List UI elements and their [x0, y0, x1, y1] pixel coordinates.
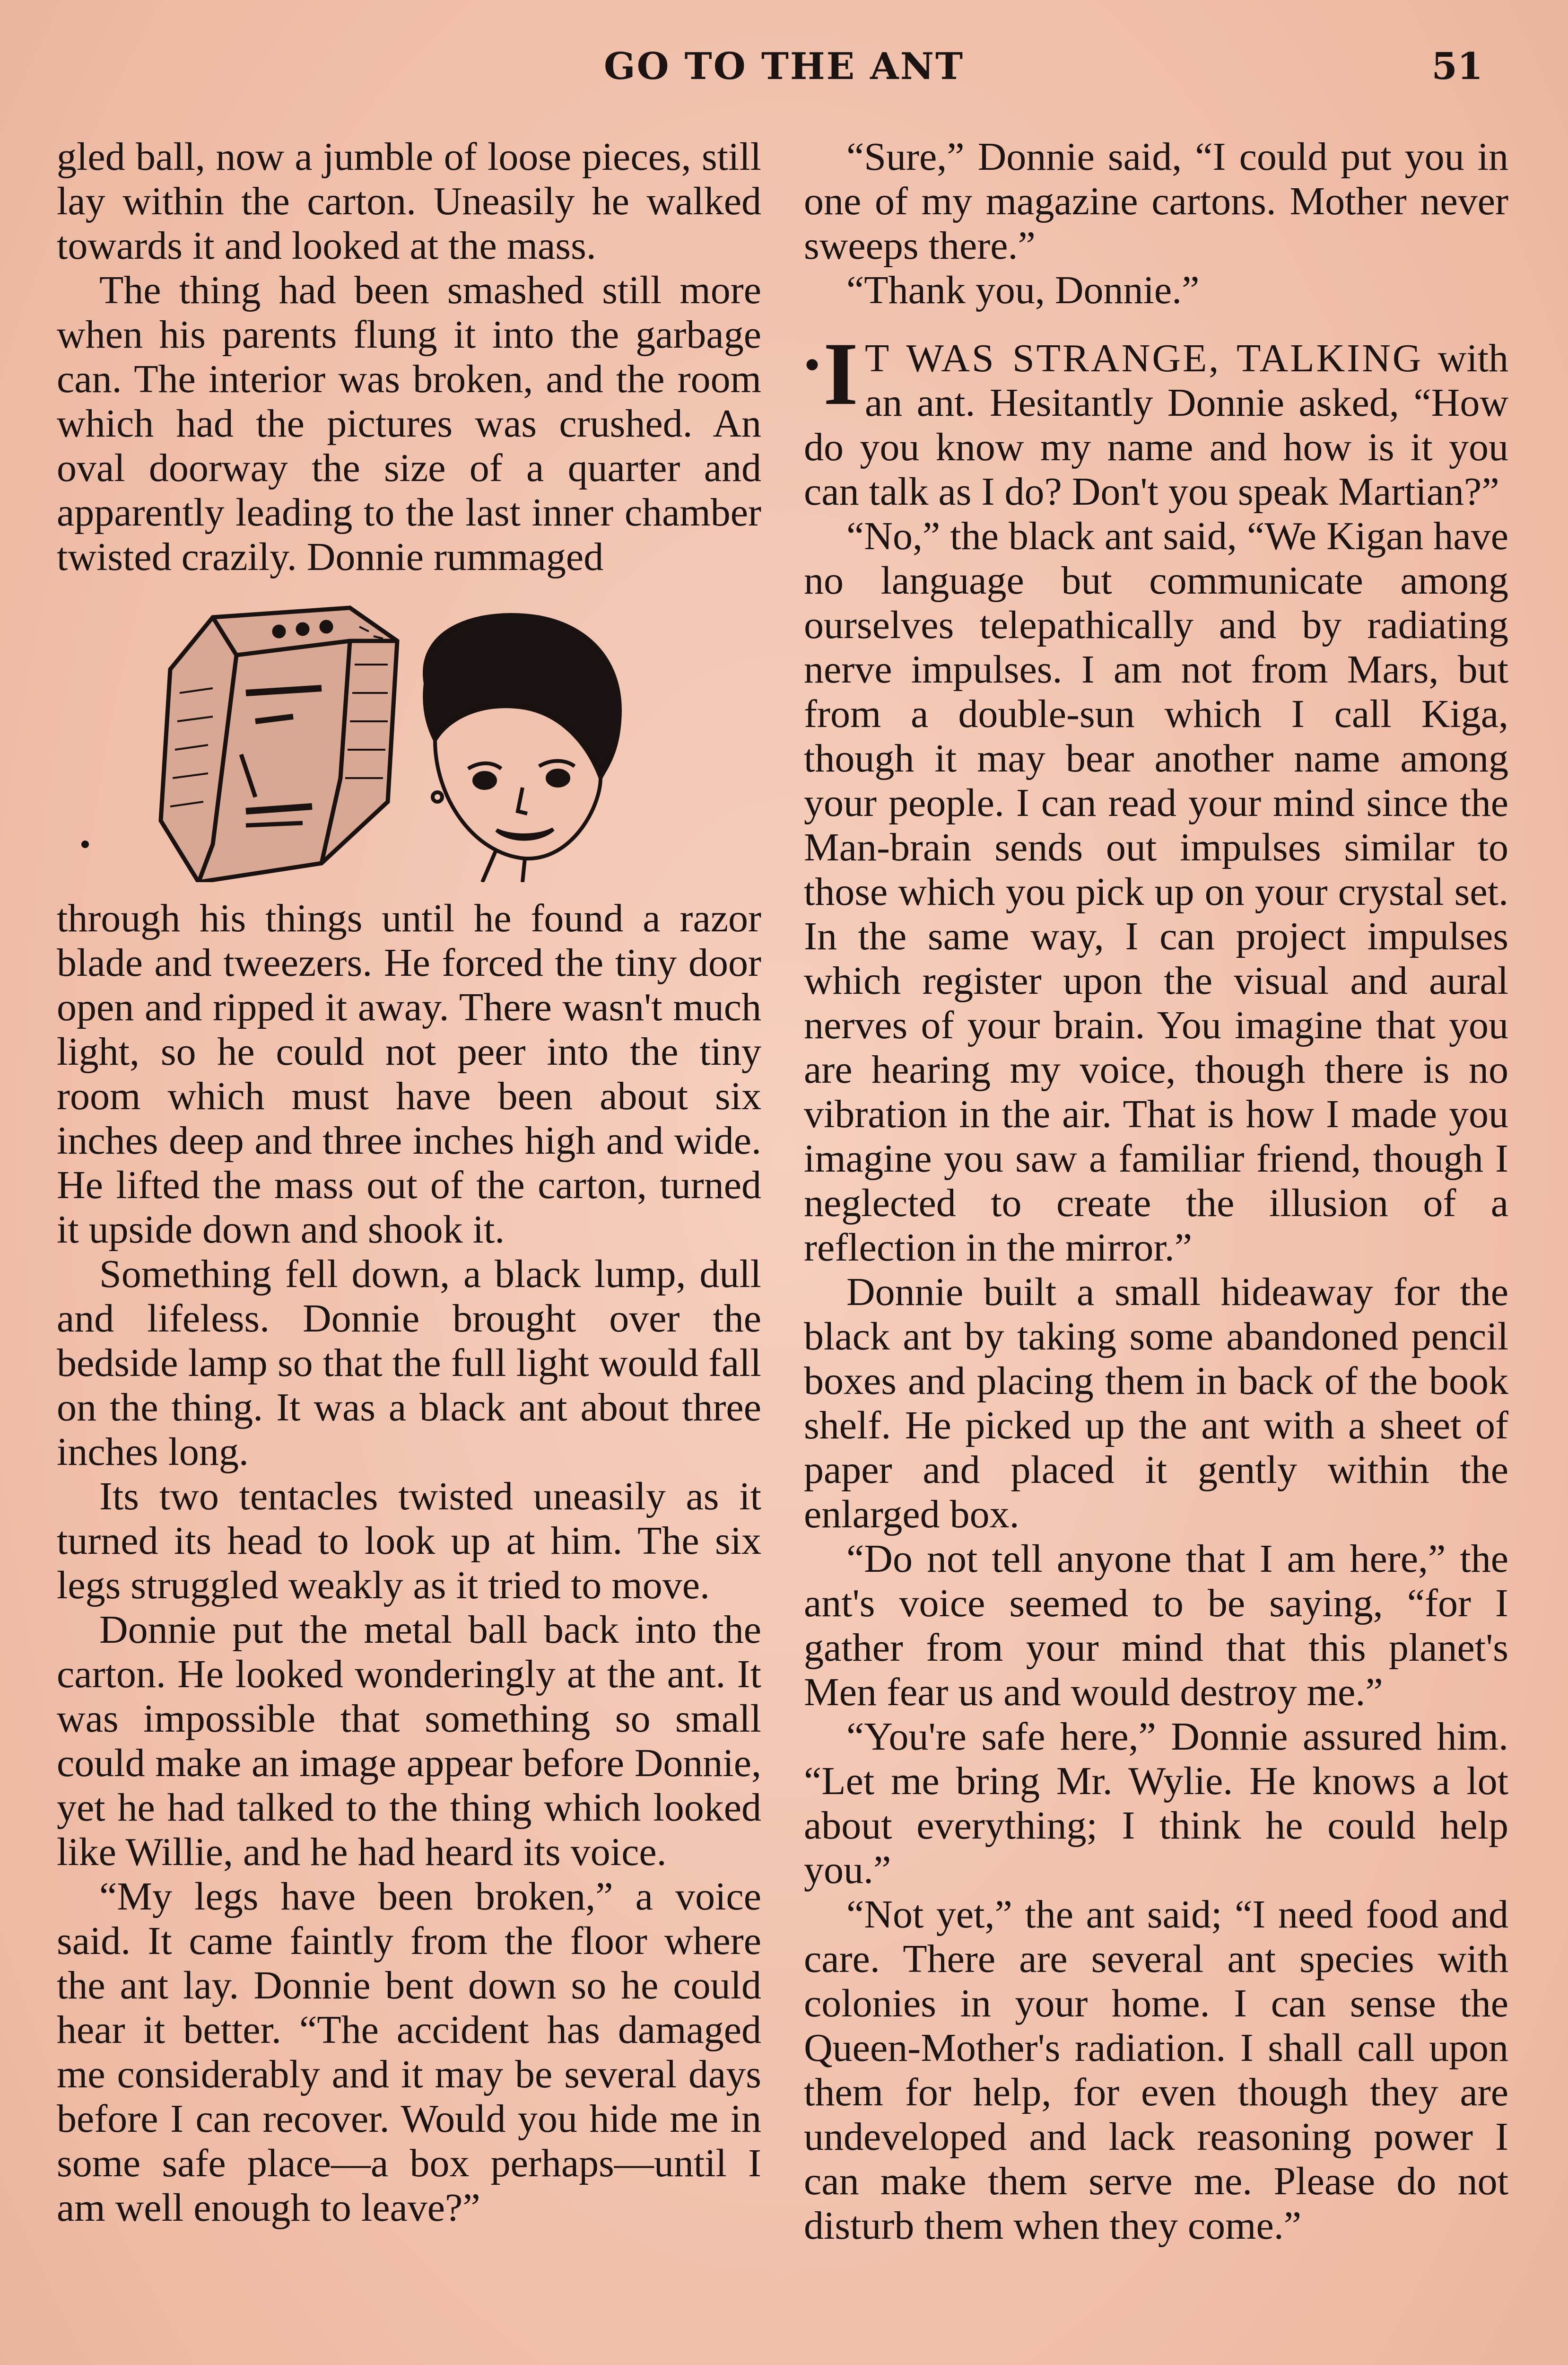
section-lead-in: T WAS STRANGE, TALKING [864, 336, 1423, 380]
section-text: with an ant. Hesitantly Donnie asked, “How do you know my name and how is it you can talk as I do? Don't you speak Martian?” [804, 336, 1508, 514]
section-bullet: • [804, 338, 821, 391]
paragraph: “No,” the black ant said, “We Kigan have no language but communicate among ourselves telepathically and by radiating nerve impulses. I am not from Mars, but from a double-sun which I call Kiga, though it may bear another name among your people. I can read your mind since the Man-brain sends out impulses similar to those which you pick up on your crystal set. In the same way, I can project impulses which register upon the visual and aural nerves of your brain. You imagine that you are hearing my voice, though there is no vibration in the air. That is how I made you imagine you saw a familiar friend, though I neglected to create the illusion of a reflection in the mirror.” [804, 514, 1508, 1270]
paragraph: Donnie built a small hideaway for the black ant by taking some abandoned pencil boxes and placing them in back of the book shelf. He picked up the ant with a sheet of paper and placed it gently within the enlarged box. [804, 1270, 1508, 1536]
paragraph: through his things until he found a razor blade and tweezers. He forced the tiny door open and ripped it away. There wasn't much light, so he could not peer into the tiny room which must have been about six inches deep and three inches high and wide. He lifted the mass out of the carton, turned it upside down and shook it. [57, 896, 761, 1252]
paragraph: “Sure,” Donnie said, “I could put you in one of my magazine cartons. Mother never sweeps there.” [804, 135, 1508, 268]
woman-portrait-drawing [425, 615, 620, 882]
paragraph: “My legs have been broken,” a voice said. It came faintly from the floor where the ant lay. Donnie bent down so he could hear it better. “The accident has damaged me considerably and it may be several days before I can recover. Would you hide me in some safe place—a box perhaps—until I am well enough to leave?” [57, 1874, 761, 2230]
drop-cap: I [823, 324, 858, 424]
illustration [57, 598, 761, 882]
running-header [57, 45, 1511, 102]
right-column [804, 135, 1508, 2248]
paragraph: “Thank you, Donnie.” [846, 268, 1200, 312]
robot-and-woman-illustration [57, 598, 761, 882]
paragraph: gled ball, now a jumble of loose pieces, still lay within the carton. Uneasily he walked towards it and looked at the mass. [57, 135, 761, 268]
paragraph: Donnie put the metal ball back into the carton. He looked wonderingly at the ant. It was impossible that something so small could make an image appear before Donnie, yet he had talked to the thing which looked like Willie, and he had heard its voice. [57, 1608, 761, 1874]
section-opening-paragraph [804, 324, 1508, 514]
robot-head-drawing [161, 608, 397, 882]
page-number: 51 [1431, 45, 1483, 88]
paragraph: “You're safe here,” Donnie assured him. “Let me bring Mr. Wylie. He knows a lot about everything; I think he could help you.” [804, 1715, 1508, 1892]
left-column [57, 135, 761, 2230]
paragraph: Its two tentacles twisted uneasily as it turned its head to look up at him. The six legs struggled weakly as it tried to move. [57, 1474, 761, 1607]
paragraph: The thing had been smashed still more when his parents flung it into the garbage can. The interior was broken, and the room which had the pictures was crushed. An oval doorway the size of a quarter and apparently leading to the last inner chamber twisted crazily. Donnie rummaged [57, 268, 761, 579]
paragraph: Something fell down, a black lump, dull and lifeless. Donnie brought over the bedside lamp so that the full light would fall on the thing. It was a black ant about three inches long. [57, 1252, 761, 1474]
running-title: GO TO THE ANT [603, 45, 965, 88]
paragraph: “Not yet,” the ant said; “I need food and care. There are several ant species with colonies in your home. I can sense the Queen-Mother's radiation. I shall call upon them for help, for even though they are undeveloped and lack reasoning power I can make them serve me. Please do not disturb them when they come.” [804, 1892, 1508, 2248]
paragraph: “Do not tell anyone that I am here,” the ant's voice seemed to be saying, “for I gather from your mind that this planet's Men fear us and would destroy me.” [804, 1537, 1508, 1714]
